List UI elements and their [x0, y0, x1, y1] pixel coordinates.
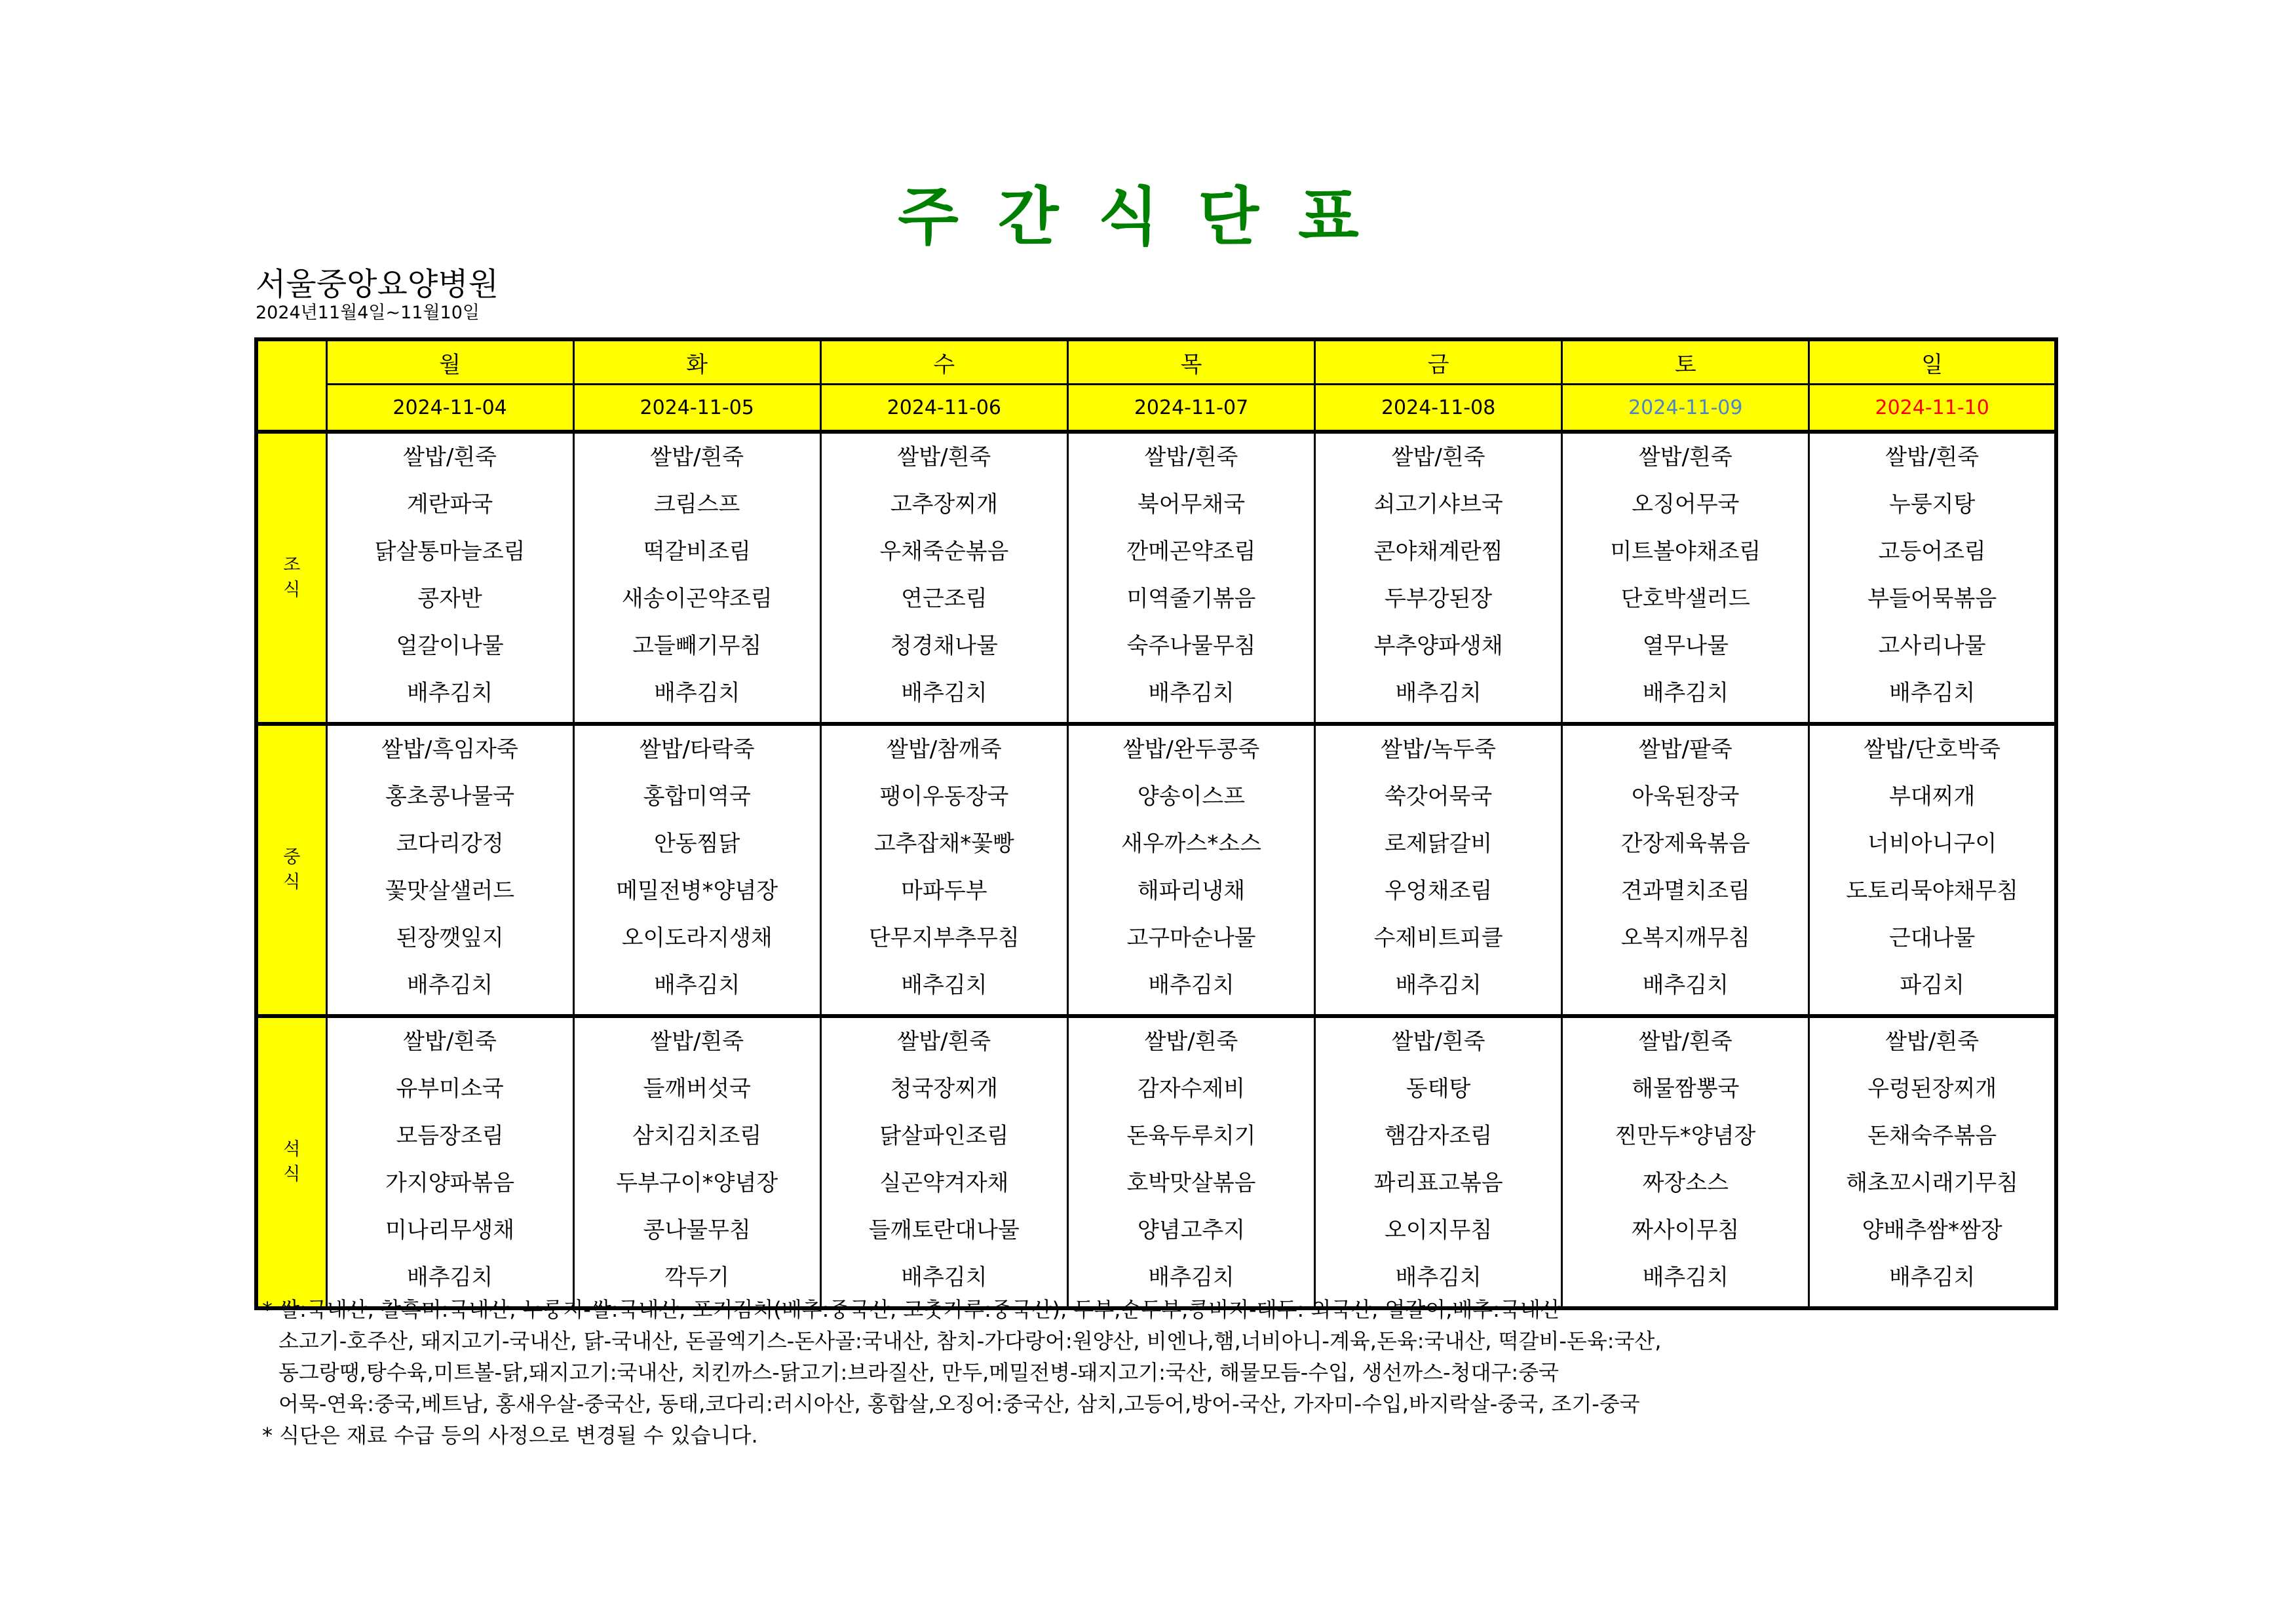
- menu-item: 배추김치: [1148, 972, 1234, 998]
- weekly-menu-table: [254, 337, 2058, 1310]
- menu-cell: [820, 724, 1067, 1016]
- menu-item: 누룽지탕: [1888, 491, 1976, 518]
- menu-item: 햄감자조림: [1385, 1123, 1493, 1149]
- menu-item: 짜사이무침: [1632, 1217, 1740, 1243]
- menu-cell: [1562, 432, 1809, 724]
- menu-item: 파김치: [1900, 972, 1964, 998]
- menu-item: 콩나물무침: [643, 1217, 751, 1243]
- menu-item: 쌀밥/흰죽: [1638, 1029, 1732, 1055]
- menu-item: 닭살파인조림: [879, 1123, 1009, 1149]
- menu-item: 감자수제비: [1137, 1076, 1246, 1102]
- menu-item: 해초꼬시래기무침: [1846, 1170, 2019, 1196]
- menu-item: 양념고추지: [1137, 1217, 1246, 1243]
- menu-item: 배추김치: [1395, 680, 1482, 706]
- menu-item: 미트볼야채조림: [1610, 538, 1761, 565]
- menu-item: 부대찌개: [1888, 784, 1976, 810]
- day-name: 토: [1562, 339, 1809, 385]
- meal-label-char: 식: [283, 872, 301, 892]
- menu-item: 실곤약겨자채: [879, 1170, 1009, 1196]
- menu-item: 꽈리표고볶음: [1373, 1170, 1503, 1196]
- menu-item: 쌀밥/흰죽: [1885, 444, 1980, 470]
- menu-item: 홍합미역국: [643, 784, 751, 810]
- menu-item: 두부구이*양념장: [616, 1170, 778, 1196]
- menu-item: 배추김치: [406, 680, 493, 706]
- menu-item: 미역줄기볶음: [1126, 586, 1256, 612]
- meal-label-char: 조: [283, 555, 301, 575]
- menu-item: 삼치김치조림: [632, 1123, 762, 1149]
- menu-cell: [1315, 432, 1562, 724]
- day-date: 2024-11-08: [1315, 385, 1562, 432]
- day-date: 2024-11-09: [1562, 385, 1809, 432]
- menu-item: 연근조림: [901, 586, 987, 612]
- menu-cell: [326, 1016, 573, 1308]
- menu-item: 청경채나물: [890, 633, 998, 659]
- menu-item: 오징어무국: [1632, 491, 1740, 518]
- menu-item: 안동찜닭: [654, 831, 740, 857]
- menu-item: 너비아니구이: [1867, 831, 1997, 857]
- menu-item: 단호박샐러드: [1620, 586, 1750, 612]
- menu-item: 콘야채계란찜: [1373, 538, 1503, 565]
- header-corner: [256, 339, 326, 432]
- menu-item: 고구마순나물: [1126, 925, 1256, 951]
- menu-item: 쌀밥/참깨죽: [887, 736, 1002, 763]
- day-date: 2024-11-06: [820, 385, 1067, 432]
- menu-item: 오복지깨무침: [1620, 925, 1750, 951]
- day-date: 2024-11-07: [1067, 385, 1314, 432]
- menu-item: 쌀밥/완두콩죽: [1122, 736, 1260, 763]
- menu-item: 쌀밥/흰죽: [1885, 1029, 1980, 1055]
- date-row: [256, 385, 2056, 432]
- meal-row: [256, 724, 2056, 1016]
- menu-item: 단무지부추무침: [868, 925, 1020, 951]
- day-name: 화: [573, 339, 820, 385]
- meal-label-char: 중: [283, 847, 301, 867]
- menu-item: 고들빼기무침: [632, 633, 762, 659]
- menu-item: 쌀밥/흰죽: [650, 444, 744, 470]
- meal-label-char: 식: [283, 1164, 301, 1184]
- menu-item: 오이도라지생채: [621, 925, 773, 951]
- menu-item: 새우까스*소스: [1120, 831, 1262, 857]
- meal-label-char: 석: [283, 1139, 301, 1160]
- menu-item: 로제닭갈비: [1385, 831, 1493, 857]
- menu-item: 된장깻잎지: [396, 925, 504, 951]
- menu-item: 숙주나물무침: [1126, 633, 1256, 659]
- menu-item: 배추김치: [1888, 1264, 1976, 1291]
- menu-item: 쌀밥/흰죽: [897, 444, 991, 470]
- menu-item: 쌀밥/흰죽: [650, 1029, 744, 1055]
- menu-item: 양송이스프: [1137, 784, 1246, 810]
- menu-cell: [326, 724, 573, 1016]
- note-line: 소고기-호주산, 돼지고기-국내산, 닭-국내산, 돈골엑기스-돈사골:국내산, 참치-가다랑어:원양산, 비엔나,햄,너비아니-계육,돈육:국내산, 떡갈비-돈육:국산,: [278, 1329, 1662, 1353]
- menu-item: 배추김치: [1642, 680, 1729, 706]
- menu-item: 들깨버섯국: [643, 1076, 751, 1102]
- menu-cell: [1562, 724, 1809, 1016]
- menu-item: 우채죽순볶음: [879, 538, 1009, 565]
- menu-item: 쇠고기샤브국: [1373, 491, 1503, 518]
- meal-label: [256, 432, 326, 724]
- menu-cell: [573, 432, 820, 724]
- menu-item: 배추김치: [1148, 680, 1234, 706]
- menu-item: 부추양파생채: [1373, 633, 1503, 659]
- menu-item: 배추김치: [1888, 680, 1976, 706]
- note-line: 동그랑땡,탕수육,미트볼-닭,돼지고기:국내산, 치킨까스-닭고기:브라질산, 만두,메밀전병-돼지고기:국산, 해물모듬-수입, 생선까스-청대구:중국: [278, 1360, 1559, 1385]
- menu-item: 우엉채조림: [1385, 878, 1493, 904]
- menu-item: 콩자반: [417, 586, 482, 612]
- menu-item: 유부미소국: [396, 1076, 504, 1102]
- menu-item: 쌀밥/흑임자죽: [381, 736, 518, 763]
- menu-item: 쌀밥/흰죽: [897, 1029, 991, 1055]
- menu-item: 꽃맛살샐러드: [385, 878, 515, 904]
- menu-item: 들깨토란대나물: [868, 1217, 1020, 1243]
- menu-cell: [1067, 432, 1314, 724]
- menu-item: 코다리강정: [396, 831, 504, 857]
- menu-item: 마파두부: [901, 878, 987, 904]
- menu-item: 쌀밥/팥죽: [1638, 736, 1732, 763]
- meal-label-char: 식: [283, 580, 301, 600]
- menu-cell: [820, 432, 1067, 724]
- menu-period: 2024년11월4일~11월10일: [256, 303, 480, 323]
- menu-item: 크림스프: [654, 491, 740, 518]
- menu-item: 미나리무생채: [385, 1217, 515, 1243]
- menu-item: 배추김치: [654, 680, 740, 706]
- menu-item: 해파리냉채: [1137, 878, 1246, 904]
- meal-row: [256, 432, 2056, 724]
- menu-cell: [1315, 724, 1562, 1016]
- menu-cell: [1562, 1016, 1809, 1308]
- menu-cell: [573, 1016, 820, 1308]
- menu-item: 배추김치: [1148, 1264, 1234, 1291]
- menu-item: 계란파국: [406, 491, 493, 518]
- menu-item: 쌀밥/흰죽: [1391, 1029, 1485, 1055]
- day-name: 목: [1067, 339, 1314, 385]
- menu-item: 쌀밥/흰죽: [403, 1029, 497, 1055]
- menu-item: 북어무채국: [1137, 491, 1246, 518]
- menu-cell: [820, 1016, 1067, 1308]
- menu-item: 쌀밥/흰죽: [1144, 444, 1238, 470]
- day-name: 일: [1809, 339, 2056, 385]
- menu-item: 가지양파볶음: [385, 1170, 515, 1196]
- menu-item: 깍두기: [664, 1264, 729, 1291]
- menu-item: 고추장찌개: [890, 491, 998, 518]
- menu-item: 청국장찌개: [890, 1076, 998, 1102]
- day-date: 2024-11-04: [326, 385, 573, 432]
- menu-item: 쌀밥/타락죽: [639, 736, 755, 763]
- menu-item: 고사리나물: [1878, 633, 1986, 659]
- menu-item: 떡갈비조림: [643, 538, 751, 565]
- menu-item: 배추김치: [901, 680, 987, 706]
- menu-item: 얼갈이나물: [396, 633, 504, 659]
- menu-item: 새송이곤약조림: [621, 586, 773, 612]
- menu-item: 쑥갓어묵국: [1385, 784, 1493, 810]
- menu-item: 배추김치: [901, 972, 987, 998]
- menu-item: 오이지무침: [1385, 1217, 1493, 1243]
- day-name: 월: [326, 339, 573, 385]
- day-name: 금: [1315, 339, 1562, 385]
- menu-item: 간장제육볶음: [1620, 831, 1750, 857]
- menu-cell: [1067, 1016, 1314, 1308]
- meal-label: [256, 1016, 326, 1308]
- menu-cell: [326, 432, 573, 724]
- menu-cell: [573, 724, 820, 1016]
- menu-item: 배추김치: [406, 972, 493, 998]
- menu-item: 깐메곤약조림: [1126, 538, 1256, 565]
- menu-item: 쌀밥/단호박죽: [1864, 736, 2000, 763]
- day-date: 2024-11-05: [573, 385, 820, 432]
- day-name-row: [256, 339, 2056, 385]
- menu-cell: [1315, 1016, 1562, 1308]
- menu-item: 호박맛살볶음: [1126, 1170, 1256, 1196]
- menu-item: 배추김치: [1642, 1264, 1729, 1291]
- menu-item: 배추김치: [1395, 972, 1482, 998]
- note-line: 어묵-연육:중국,베트남, 홍새우살-중국산, 동태,코다리:러시아산, 홍합살,오징어:중국산, 삼치,고등어,방어-국산, 가자미-수입,바지락살-중국, 조기-중국: [278, 1391, 1640, 1416]
- menu-item: 우렁된장찌개: [1867, 1076, 1997, 1102]
- menu-item: 돈육두루치기: [1126, 1123, 1256, 1149]
- hospital-name: 서울중앙요양병원: [256, 266, 499, 303]
- menu-item: 두부강된장: [1385, 586, 1493, 612]
- menu-item: 쌀밥/흰죽: [1391, 444, 1485, 470]
- menu-item: 고등어조림: [1878, 538, 1986, 565]
- menu-item: 돈채숙주볶음: [1867, 1123, 1997, 1149]
- menu-item: 열무나물: [1642, 633, 1729, 659]
- menu-item: 배추김치: [1642, 972, 1729, 998]
- menu-item: 아욱된장국: [1632, 784, 1740, 810]
- meal-label: [256, 724, 326, 1016]
- meal-row: [256, 1016, 2056, 1308]
- day-date: 2024-11-10: [1809, 385, 2056, 432]
- menu-item: 해물짬뽕국: [1632, 1076, 1740, 1102]
- menu-item: 쌀밥/흰죽: [1144, 1029, 1238, 1055]
- menu-item: 도토리묵야채무침: [1846, 878, 2019, 904]
- menu-item: 근대나물: [1888, 925, 1976, 951]
- notes-section: [262, 1294, 1662, 1451]
- menu-item: 모듬장조림: [396, 1123, 504, 1149]
- menu-item: 부들어묵볶음: [1867, 586, 1997, 612]
- menu-item: 메밀전병*양념장: [616, 878, 778, 904]
- menu-item: 짜장소스: [1642, 1170, 1729, 1196]
- menu-cell: [1809, 724, 2056, 1016]
- menu-item: 찐만두*양념장: [1615, 1123, 1756, 1149]
- menu-item: 닭살통마늘조림: [374, 538, 526, 565]
- note-line: * 식단은 재료 수급 등의 사정으로 변경될 수 있습니다.: [262, 1423, 758, 1448]
- menu-item: 쌀밥/흰죽: [403, 444, 497, 470]
- menu-item: 견과멸치조림: [1620, 878, 1750, 904]
- menu-cell: [1809, 1016, 2056, 1308]
- menu-item: 배추김치: [406, 1264, 493, 1291]
- menu-item: 양배추쌈*쌈장: [1862, 1217, 2002, 1243]
- menu-cell: [1809, 432, 2056, 724]
- menu-cell: [1067, 724, 1314, 1016]
- menu-item: 쌀밥/녹두죽: [1381, 736, 1496, 763]
- menu-item: 배추김치: [654, 972, 740, 998]
- menu-item: 홍초콩나물국: [385, 784, 515, 810]
- note-line: * 쌀:국내산, 찰흑미:국내산, 누룽지-쌀:국내산, 포기김치(배추:중국산, 고춧가루:중국산), 두부,순두부,콩비지-대두: 외국산, 얼갈이,배추:국내산: [262, 1297, 1561, 1322]
- menu-item: 고추잡채*꽃빵: [873, 831, 1014, 857]
- page-title: 주간식단표: [898, 180, 1398, 254]
- menu-item: 동태탕: [1406, 1076, 1471, 1102]
- menu-item: 쌀밥/흰죽: [1638, 444, 1732, 470]
- menu-item: 팽이우동장국: [879, 784, 1009, 810]
- menu-item: 배추김치: [901, 1264, 987, 1291]
- menu-item: 수제비트피클: [1373, 925, 1503, 951]
- menu-item: 배추김치: [1395, 1264, 1482, 1291]
- day-name: 수: [820, 339, 1067, 385]
